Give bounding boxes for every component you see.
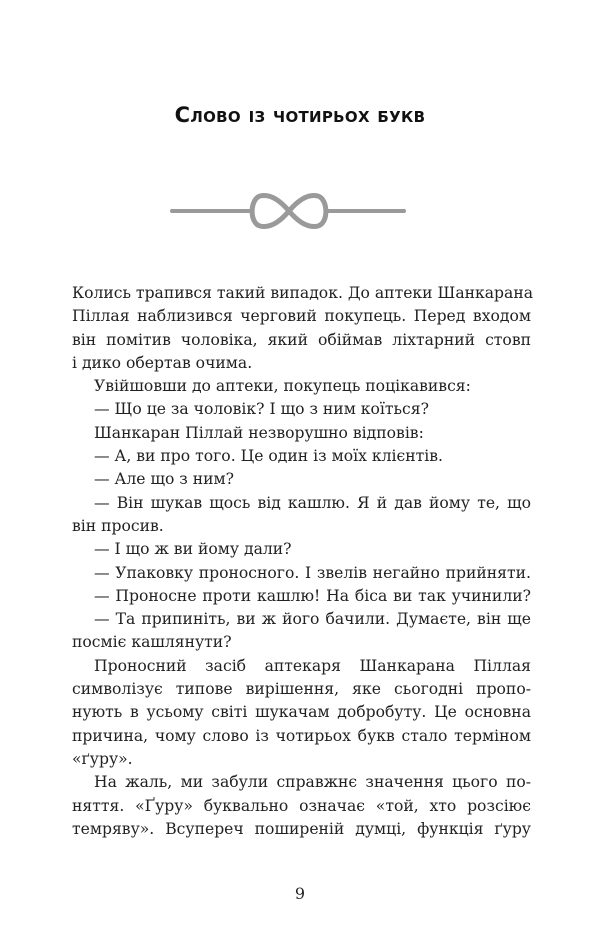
text-line: «ґуру».	[72, 749, 133, 768]
text-line: Шанкаран Піллай незворушно відповів:	[94, 423, 424, 442]
text-line: — А, ви про того. Це один із моїх клієнтів.	[94, 447, 443, 466]
text-line: Увійшовши до аптеки, покупець поцікавився:	[94, 377, 471, 396]
text-line: няття. «Ґуру» буквально означає «той, хто розсіює	[72, 796, 531, 815]
chapter-title: Слово із чотирьох букв	[174, 103, 426, 127]
text-line: — Та припиніть, ви ж його бачили. Думаєте, він ще	[94, 610, 531, 629]
text-line: нують в усьому світі шукачам добробуту. Це основна	[72, 703, 531, 722]
text-line: він помітив чоловіка, який обіймав ліхтарний стовп	[72, 330, 531, 349]
page-number: 9	[294, 884, 306, 903]
text-line: темряву». Всупереч поширеній думці, функція ґуру	[72, 819, 531, 838]
text-line: він просив.	[72, 516, 164, 535]
text-line: символізує типове вирішення, яке сьогодні пропо-	[72, 680, 531, 699]
infinity-divider-icon	[170, 190, 408, 232]
text-line: На жаль, ми забули справжнє значення цього по-	[94, 773, 531, 792]
text-line: — Але що з ним?	[94, 470, 235, 489]
text-line: — Проносне проти кашлю! На біса ви так учинили?	[94, 586, 531, 605]
text-line: — Він шукав щось від кашлю. Я й дав йому те, що	[94, 493, 531, 512]
text-line: причина, чому слово із чотирьох букв стало терміном	[72, 726, 531, 745]
text-line: — І що ж ви йому дали?	[94, 540, 292, 559]
body-text	[72, 282, 534, 841]
text-line: — Що це за чоловік? І що з ним коїться?	[94, 400, 429, 419]
text-line: Колись трапився такий випадок. До аптеки Шанкарана	[72, 284, 534, 302]
text-line: і дико обертав очима.	[72, 353, 253, 372]
text-line: — Упаковку проносного. І звелів негайно прийняти.	[94, 563, 531, 582]
text-line: посміє кашлянути?	[72, 633, 232, 652]
text-line: Проносний засіб аптекаря Шанкарана Піллая	[94, 656, 531, 675]
text-line: Піллая наблизився черговий покупець. Перед входом	[72, 307, 531, 326]
